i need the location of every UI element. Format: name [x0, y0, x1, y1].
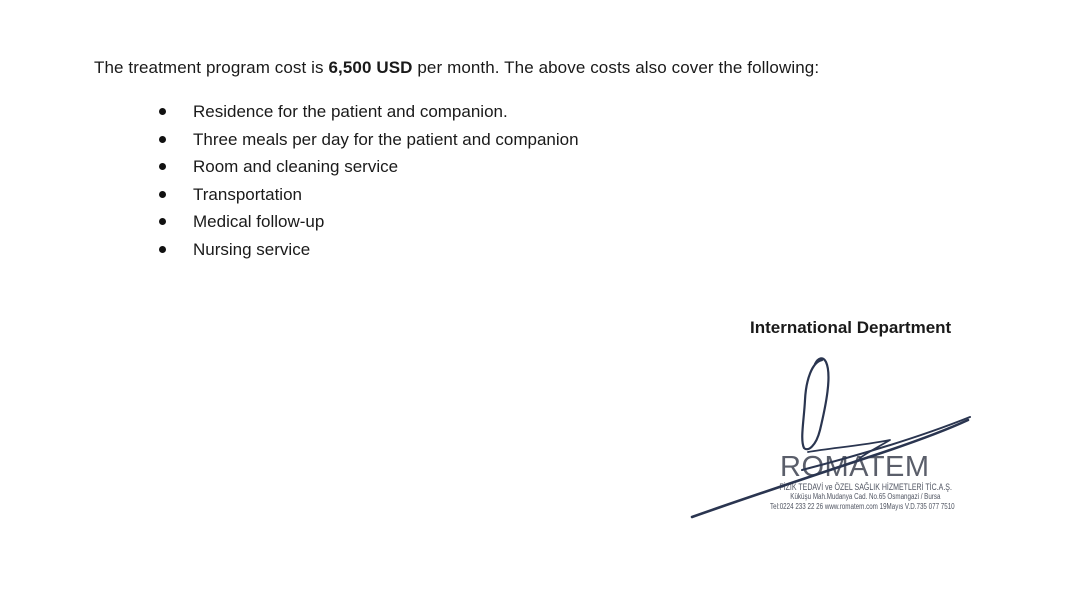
company-stamp: [770, 452, 970, 512]
service-label: Residence for the patient and companion.: [193, 102, 508, 121]
stamp-logo: ROMATEM: [780, 451, 930, 483]
service-label: Nursing service: [193, 239, 311, 259]
list-item: [156, 153, 579, 181]
bullet-icon: [159, 246, 166, 253]
service-label: Transportation: [193, 184, 302, 204]
service-label: Room and cleaning service: [193, 157, 399, 177]
service-label: Three meals per day for the patient and companion: [193, 129, 579, 149]
signature-loop: [802, 358, 828, 449]
bullet-icon: [159, 136, 166, 143]
bullet-icon: [159, 163, 166, 170]
services-list: [156, 98, 579, 264]
intro-prefix: The treatment program cost is: [94, 58, 329, 77]
department-title: International Department: [750, 318, 952, 337]
stamp-address: Küküşu Mah.Mudanya Cad. No.65 Osmangazi / Bursa: [790, 492, 941, 501]
list-item: [156, 208, 579, 236]
list-item: [156, 181, 579, 209]
list-item: [156, 98, 579, 126]
cost-amount: 6,500 USD: [328, 58, 413, 77]
stamp-contact: Tel:0224 233 22 26 www.romatem.com 19Mayıs V.D.735 077 7510: [770, 502, 955, 511]
bullet-icon: [159, 108, 166, 115]
bullet-icon: [159, 191, 166, 198]
list-item: [156, 236, 579, 264]
list-item: [156, 126, 579, 154]
service-label: Medical follow-up: [193, 212, 325, 232]
intro-paragraph: [94, 58, 819, 78]
stamp-company-name: FİZİK TEDAVİ ve ÖZEL SAĞLIK HİZMETLERİ TİC.A.Ş.: [779, 482, 952, 492]
intro-suffix: per month. The above costs also cover the following:: [412, 58, 820, 77]
bullet-icon: [159, 218, 166, 225]
